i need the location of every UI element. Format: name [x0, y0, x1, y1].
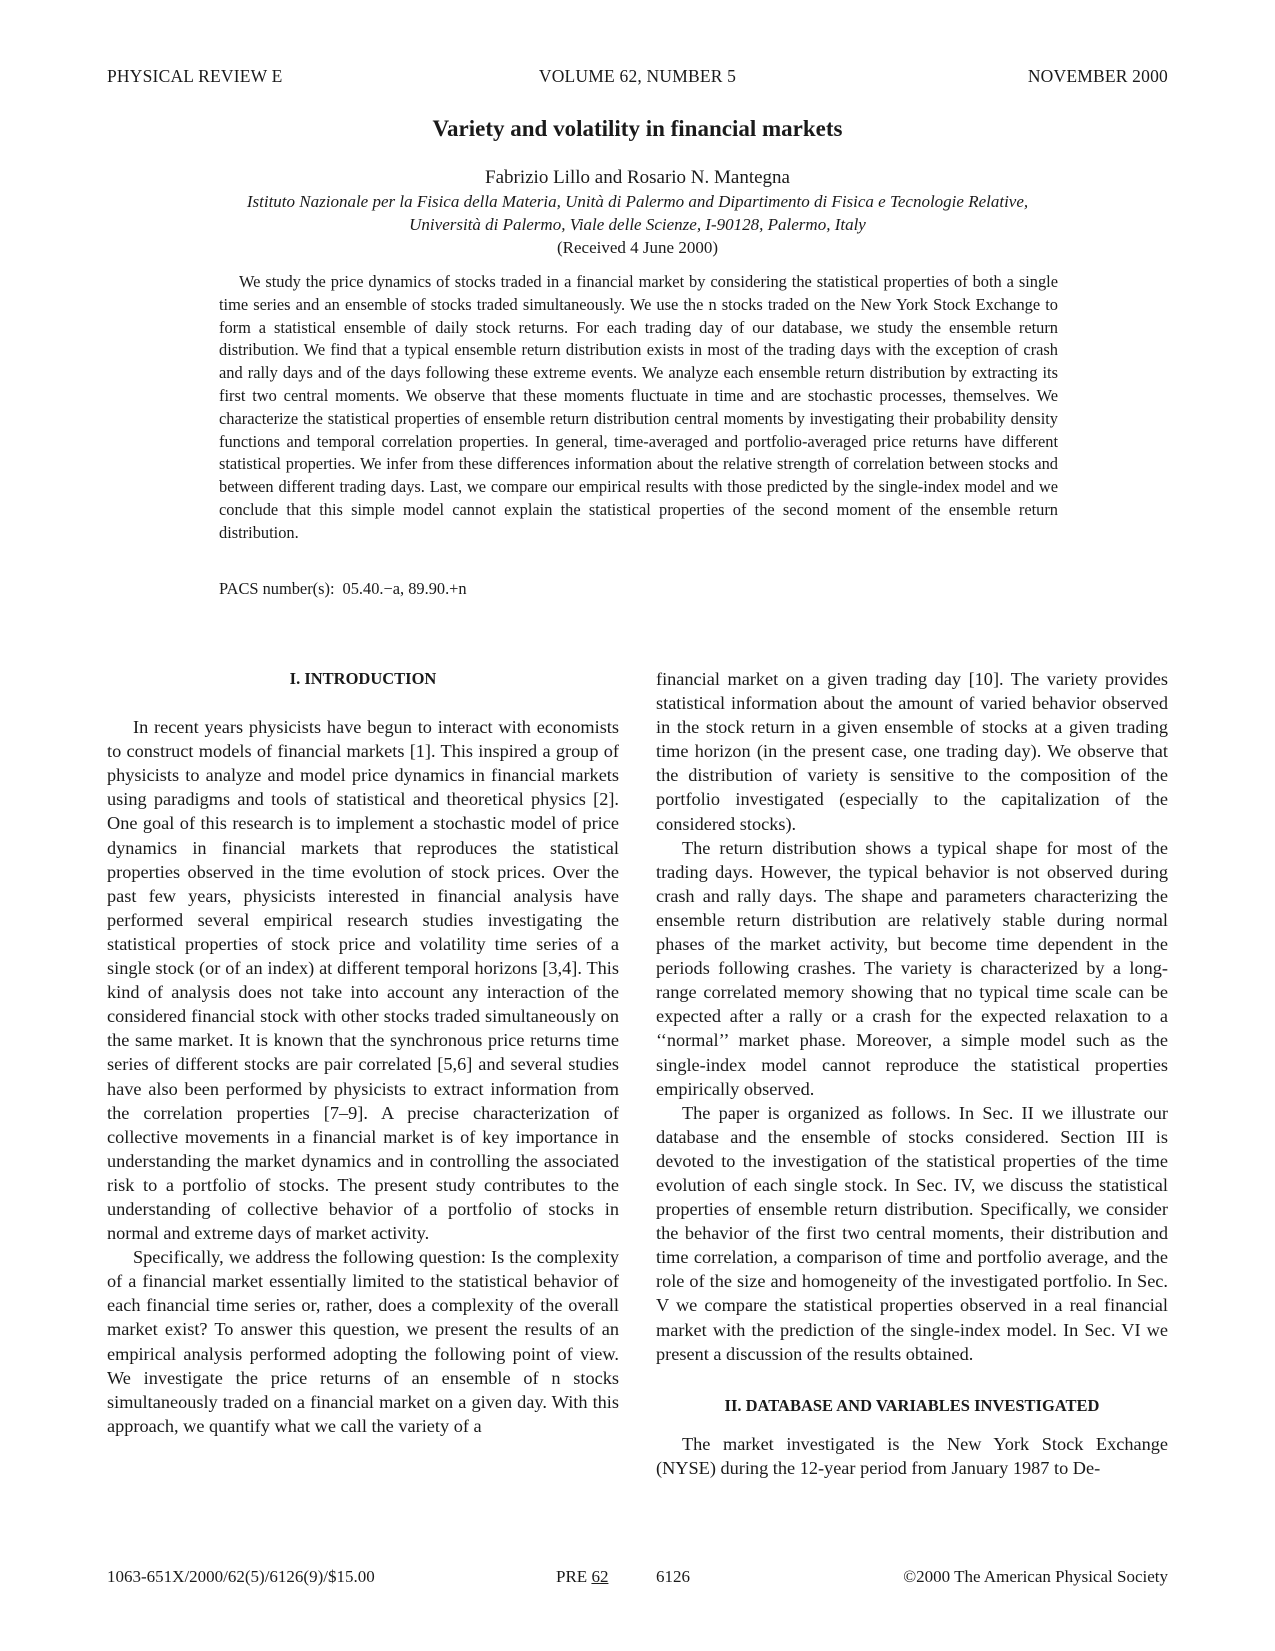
pacs-label: PACS number(s):	[219, 579, 335, 598]
section-heading-database: II. DATABASE AND VARIABLES INVESTIGATED	[724, 1395, 1100, 1415]
intro-paragraph-4: The paper is organized as follows. In Sec. II we illustrate our database and the ensemble of stocks considered. Section III is devoted to the investigation of the statistical properties of the time evolution of each single stock. In Sec. IV, we discuss the statistical properties of ensemble return distribution. Specifically, we consider the behavior of the first two central moments, their distribution and time correlation, a comparison of time and portfolio average, and the role of the size and homogeneity of the investigated portfolio. In Sec. V we compare the statistical properties observed in a real financial market with the prediction of the single-index model. In Sec. VI we present a discussion of the results obtained.	[656, 1102, 1168, 1364]
pacs-numbers	[219, 579, 467, 599]
intro-paragraph-3: The return distribution shows a typical shape for most of the trading days. However, the typical behavior is not observed during crash and rally days. The shape and parameters characterizing the ensemble return distribution are relatively stable during normal phases of the market activity, but become time dependent in the periods following crashes. The variety is characterized by a long-range correlated memory showing that no typical time scale can be expected after a rally or a crash for the expected relaxation to a ‘‘normal’’ market phase. Moreover, a simple model such as the single-index model cannot reproduce the statistical properties empirically observed.	[656, 837, 1168, 1099]
left-column	[107, 665, 619, 1438]
footer-journal	[556, 1567, 608, 1587]
affiliation-line-2: Università di Palermo, Viale delle Scienze, I-90128, Palermo, Italy	[409, 215, 866, 234]
database-paragraph-1: The market investigated is the New York Stock Exchange (NYSE) during the 12-year period from January 1987 to De-	[656, 1433, 1168, 1478]
abstract: We study the price dynamics of stocks traded in a financial market by considering the statistical properties of both a single time series and an ensemble of stocks traded simultaneously. We use the n stocks traded on the New York Stock Exchange to form a statistical ensemble of daily stock returns. For each trading day of our database, we study the ensemble return distribution. We find that a typical ensemble return distribution exists in most of the trading days with the exception of crash and rally days and of the days following these extreme events. We analyze each ensemble return distribution by extracting its first two central moments. We observe that these moments fluctuate in time and are stochastic processes, themselves. We characterize the statistical properties of ensemble return distribution central moments by investigating their probability density functions and temporal correlation properties. In general, time-averaged and portfolio-averaged price returns have different statistical properties. We infer from these differences information about the relative strength of correlation between stocks and between different trading days. Last, we compare our empirical results with those predicted by the single-index model and we conclude that this simple model cannot explain the statistical properties of the second moment of the ensemble return distribution.	[219, 272, 1058, 542]
received-date: (Received 4 June 2000)	[557, 238, 718, 257]
right-column	[656, 667, 1168, 1480]
issue-date: NOVEMBER 2000	[1027, 66, 1168, 86]
footer-code: 1063-651X/2000/62(5)/6126(9)/$15.00	[107, 1567, 375, 1586]
section-heading-introduction: I. INTRODUCTION	[289, 669, 437, 688]
intro-paragraph-2: Specifically, we address the following question: Is the complexity of a financial market essentially limited to the statistical behavior of each financial time series or, rather, does a complexity of the overall market exist? To answer this question, we present the results of an empirical analysis performed adopting the following point of view. We investigate the price returns of an ensemble of n stocks simultaneously traded on a financial market on a given day. With this approach, we quantify what we call the variety of a	[107, 1247, 619, 1436]
affiliation-line-1: Istituto Nazionale per la Fisica della Materia, Unità di Palermo and Dipartimento di Fisica e Tecnologie Relative,	[246, 192, 1029, 211]
authors: Fabrizio Lillo and Rosario N. Mantegna	[485, 167, 790, 188]
copyright: ©2000 The American Physical Society	[903, 1567, 1168, 1586]
footer-pre-label: PRE	[556, 1567, 588, 1586]
footer-pre-volume: 62	[591, 1567, 609, 1586]
pacs-value: 05.40.−a, 89.90.+n	[342, 579, 467, 598]
journal-name: PHYSICAL REVIEW E	[107, 66, 283, 86]
running-header	[107, 66, 1168, 90]
intro-paragraph-1: In recent years physicists have begun to interact with economists to construct models of financial markets [1]. This inspired a group of physicists to analyze and model price dynamics in financial markets using paradigms and tools of statistical and theoretical physics [2]. One goal of this research is to implement a stochastic model of price dynamics in financial markets that reproduces the statistical properties observed in the time evolution of stock prices. Over the past few years, physicists interested in financial analysis have performed several empirical research studies investigating the statistical properties of stock price and volatility time series of a single stock (or of an index) at different temporal horizons [3,4]. This kind of analysis does not take into account any interaction of the considered financial stock with other stocks traded simultaneously on the same market. It is known that the synchronous price returns time series of different stocks are pair correlated [5,6] and several studies have also been performed by physicists to extract information from the correlation properties [7–9]. A precise characterization of collective movements in a financial market is of key importance in understanding the market dynamics and in controlling the associated risk to a portfolio of stocks. The present study contributes to the understanding of collective behavior of a portfolio of stocks in normal and extreme days of market activity.	[107, 717, 619, 1244]
volume-number: VOLUME 62, NUMBER 5	[538, 66, 737, 86]
paper-title: Variety and volatility in financial markets	[432, 116, 843, 141]
intro-paragraph-2-continued: financial market on a given trading day [10]. The variety provides statistical information about the amount of varied behavior observed in the stock return in a given ensemble of stocks at a given trading time horizon (in the present case, one trading day). We observe that the distribution of variety is sensitive to the composition of the portfolio investigated (especially to the capitalization of the considered stocks).	[656, 669, 1168, 834]
page-number: 6126	[656, 1567, 690, 1586]
